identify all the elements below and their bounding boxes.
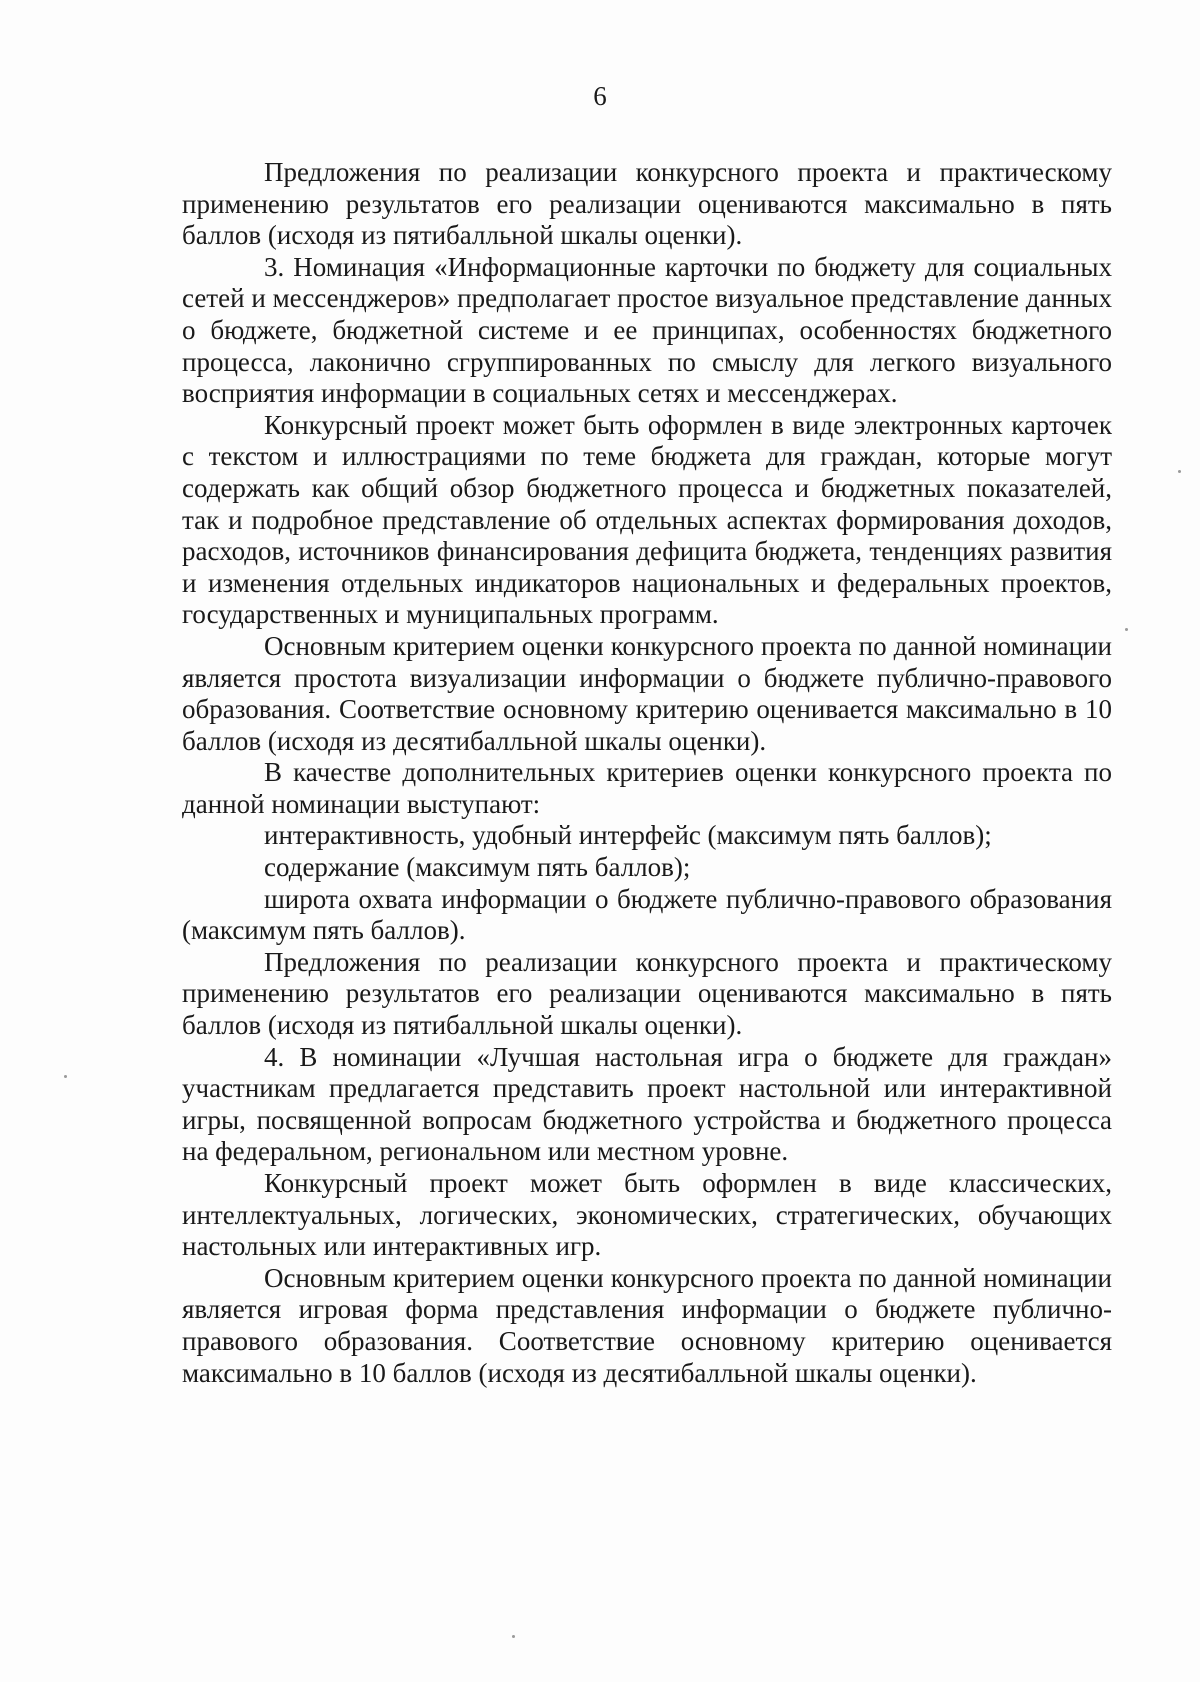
paragraph: В качестве дополнительных критериев оценки конкурсного проекта по данной номинации выступают:	[182, 757, 1112, 819]
paragraph: Конкурсный проект может быть оформлен в виде классических, интеллектуальных, логических, экономических, стратегических, обучающих настольных или интерактивных игр.	[182, 1168, 1112, 1262]
scan-speck	[64, 1075, 67, 1078]
paragraph: Конкурсный проект может быть оформлен в виде электронных карточек с текстом и иллюстрациями по теме бюджета для граждан, которые могут содержать как общий обзор бюджетного процесса и бюджетных показателей, так и подробное представление об отдельных аспектах формирования доходов, расходов, источников финансирования дефицита бюджета, тенденциях развития и изменения отдельных индикаторов национальных и федеральных проектов, государственных и муниципальных программ.	[182, 409, 1112, 630]
paragraph: Предложения по реализации конкурсного проекта и практическому применению результатов его реализации оцениваются максимально в пять баллов (исходя из пятибалльной шкалы оценки).	[182, 946, 1112, 1041]
paragraph: Предложения по реализации конкурсного проекта и практическому применению результатов его реализации оцениваются максимально в пять баллов (исходя из пятибалльной шкалы оценки).	[182, 157, 1112, 251]
document-body	[182, 157, 1112, 1389]
scan-speck	[512, 1635, 515, 1638]
scan-speck	[1125, 628, 1128, 631]
paragraph-nomination-3: 3. Номинация «Информационные карточки по бюджету для социальных сетей и мессенджеров» предполагает простое визуальное представление данных о бюджете, бюджетной системе и ее принципах, особенностях бюджетного процесса, лаконично сгруппированных по смыслу для легкого визуального восприятия информации в социальных сетях и мессенджерах.	[182, 251, 1112, 409]
list-item: содержание (максимум пять баллов);	[264, 852, 691, 883]
paragraph: широта охвата информации о бюджете публично-правового образования (максимум пять баллов).	[182, 883, 1112, 946]
paragraph: Основным критерием оценки конкурсного проекта по данной номинации является простота визуализации информации о бюджете публично-правового образования. Соответствие основному критерию оценивается максимально в 10 баллов (исходя из десятибалльной шкалы оценки).	[182, 630, 1112, 756]
paragraph-nomination-4: 4. В номинации «Лучшая настольная игра о бюджете для граждан» участникам предлагается представить проект настольной или интерактивной игры, посвященной вопросам бюджетного устройства и бюджетного процесса на федеральном, региональном или местном уровне.	[182, 1041, 1112, 1167]
paragraph: Основным критерием оценки конкурсного проекта по данной номинации является игровая форма представления информации о бюджете публично-правового образования. Соответствие основному критерию оценивается максимально в 10 баллов (исходя из десятибалльной шкалы оценки).	[182, 1262, 1112, 1388]
scan-speck	[1178, 470, 1181, 473]
page-number: 6	[593, 81, 607, 111]
list-item: интерактивность, удобный интерфейс (максимум пять баллов);	[264, 820, 992, 851]
